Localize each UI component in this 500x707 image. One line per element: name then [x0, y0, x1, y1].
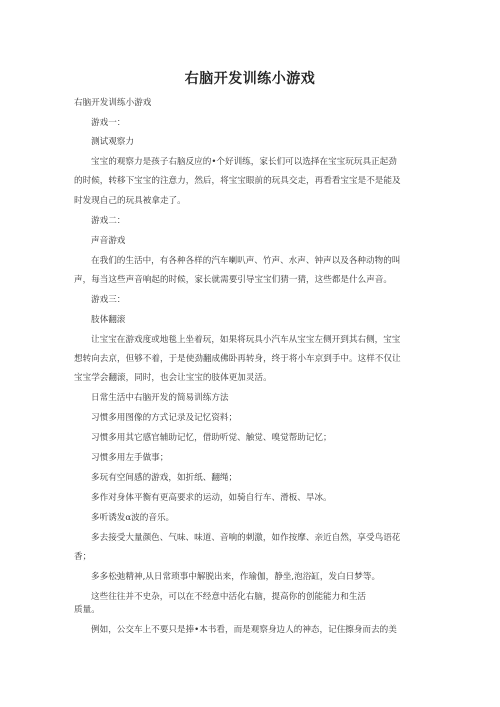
- paragraph-line: 让宝宝在游戏度或地毯上坐着玩，如果将玩具小汽车从宝宝左侧开到其右侧，宝宝: [91, 335, 401, 345]
- game-one-heading: 游戏一：: [91, 118, 126, 128]
- paragraph-line: 时发现自己的玩具被拿走了。: [74, 196, 186, 206]
- paragraph-line: 质量。: [74, 605, 100, 615]
- document-title: 右脑开发训练小游戏: [184, 71, 316, 87]
- paragraph-line: 想转向去京，但够不着，于是使劲翻成佛卧再转身，终于将小车京到手中。这样不仅让: [74, 354, 401, 364]
- paragraph-line: 宝宝学会翻滚，同时，也会让宝宝的肢体更加灵活。: [74, 373, 272, 383]
- paragraph-line: 例如，公交车上不要只是捧•本书看，而是观察身边人的神态，记住擦身而去的美: [91, 625, 397, 635]
- subtitle-line: 右脑开发训练小游戏: [74, 98, 152, 108]
- paragraph-line: 这些往往并不史杂，可以在不经意中活化右脑，提高你的创能能力和生活: [91, 592, 367, 602]
- game-two-name: 声音游戏: [91, 236, 126, 246]
- game-one-name: 测试观察力: [91, 137, 134, 147]
- game-three-name: 肢体翻滚: [91, 315, 126, 325]
- game-two-heading: 游戏二：: [91, 216, 126, 226]
- list-item: 习惯多用其它感官辅助记忆，借助听觉、触觉、嗅觉帮助记忆；: [91, 433, 332, 443]
- paragraph-line: 声，每当这些声音响起的时候，家长就需要引导宝宝们猜一猜，这些都是什么声音。: [74, 275, 392, 285]
- paragraph-line: 宝宝的观察力是孩子右脑反应的•个好训练，家长们可以选择在宝宝玩玩具正起劲: [91, 157, 397, 167]
- list-item: 多去接受大量颜色、气味、味道、音响的刺激，如作按摩、亲近自然，享受鸟语花: [91, 533, 401, 543]
- paragraph-line: 的时候，转移下宝宝的注意力，然后，将宝宝眼前的玩具交走，再看看宝宝是不是能及: [74, 176, 401, 186]
- paragraph-line: 在我们的生活中，有各种各样的汽车喇叭声、竹声、水声、钟声以及各种动物的叫: [91, 256, 401, 266]
- list-item-continuation: 香；: [74, 552, 92, 562]
- list-item: 习惯多用图像的方式记录及记忆资料；: [91, 413, 238, 423]
- section-heading: 日常生活中右脑开发的简易训练方法: [91, 393, 229, 403]
- list-item: 习惯多用左手做事；: [91, 453, 169, 463]
- list-item: 多玩有空间感的游戏，如折纸、翻绳；: [91, 473, 238, 483]
- list-item: 多作对身体平衡有更高要求的运动，如骑自行车、滑板、旱冰。: [91, 493, 332, 503]
- game-three-heading: 游戏三：: [91, 295, 126, 305]
- list-item: 多听诱发α波的音乐。: [91, 513, 175, 523]
- list-item: 多多松弛精神,从日常琐事中解脱出来，作瑜伽，静坐,泡浴缸，发白日梦等。: [91, 572, 381, 582]
